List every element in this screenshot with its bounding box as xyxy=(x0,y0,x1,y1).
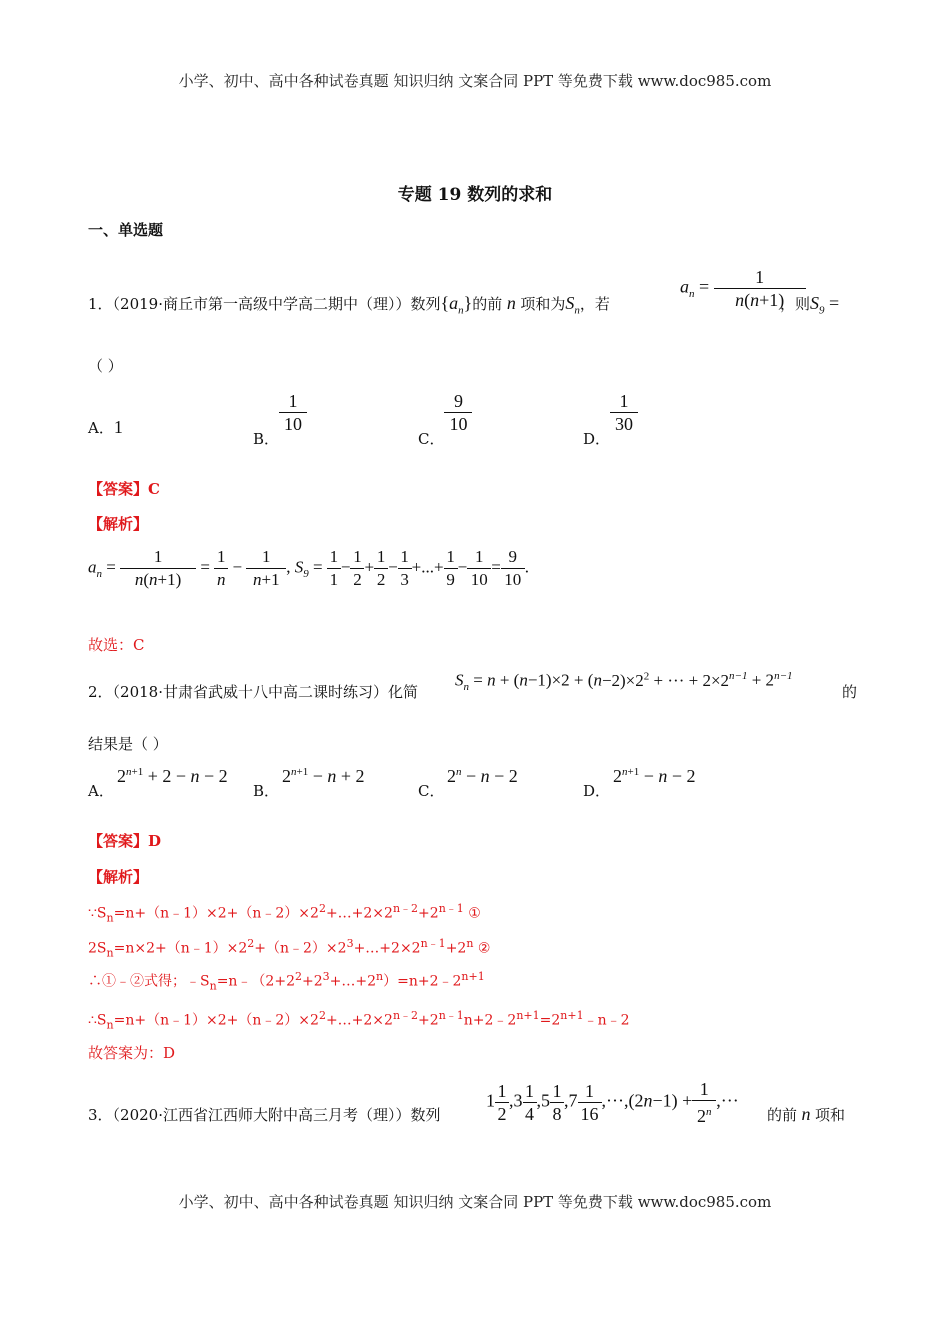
q3-text: 数列 xyxy=(410,1106,441,1124)
sol-text: ∴①﹣②式得；﹣S xyxy=(88,973,210,990)
q2-number: 2． xyxy=(88,683,113,701)
q1-conclusion: 故选：C xyxy=(88,636,145,654)
option-label: A． xyxy=(88,782,114,800)
q1-solution-formula: $a_n$ = $\frac{1}{n(n+1)}$ = $\frac{1}{n}$ − $\frac{1}{n+1}$ , $S_9$ = $\frac{1}{1}$ − $\frac{1}{2}$ + $\frac{1}{2}$ − $\frac{1}{3}$ +...+ $\frac{1}{9}$ − $\frac{1}{10}$ = $\frac{9}{10}$ . xyxy=(88,547,530,589)
q2-option-d xyxy=(583,780,610,801)
q1-number: 1． xyxy=(88,295,113,313)
sol-text: +2 xyxy=(418,905,439,922)
sol-text: 2S xyxy=(88,940,107,957)
q2-solution-line-3: ∴①﹣②式得；$﹣S_n=n﹣(2+2^2+2^3+\dots+2^n)=n+2﹣2^{n+1}$ xyxy=(88,970,485,993)
sol-text: +…+2×2 xyxy=(325,1012,393,1029)
q1-option-b xyxy=(253,390,307,448)
q2-option-a-expr: $2^{n+1} + 2 - n - 2$ xyxy=(117,766,228,786)
frac-num: 1 xyxy=(610,390,638,413)
sol-text: ∴S xyxy=(88,1012,107,1029)
sol-text: =n+（n﹣1）×2+（n﹣2）×2 xyxy=(113,1012,319,1029)
q3-source: （2020·江西省江西师大附中高三月考（理）） xyxy=(112,1106,411,1124)
q2-option-c-expr: $2^n - n - 2$ xyxy=(447,766,518,786)
q2-formula: $S_n = n + (n-1)\times 2 + (n-2)\times 2^2$ + ··· + $2\times 2^{n-1} + 2^{n-1}$ xyxy=(455,670,793,694)
frac-den: 30 xyxy=(615,414,634,434)
q1-stem xyxy=(88,293,610,317)
q1-text: ，则 xyxy=(780,295,811,313)
q1-var-sn: $S_n$ xyxy=(565,293,580,317)
sol-text: +…+2×2 xyxy=(325,905,393,922)
q2-answer: 【答案】D xyxy=(88,832,162,850)
sol-text: =n﹣（2+2 xyxy=(216,973,295,990)
sol-text: ② xyxy=(473,940,491,957)
q3-text: 项和 xyxy=(815,1106,846,1124)
q1-source: （2019·商丘市第一高级中学高二期中（理）） xyxy=(112,295,411,313)
option-label: D． xyxy=(583,429,611,448)
frac-den: 10 xyxy=(284,414,303,434)
q1-text: ，若 xyxy=(579,295,610,313)
option-label: C． xyxy=(418,429,445,448)
option-label: C． xyxy=(418,782,445,800)
sol-text: +…+2 xyxy=(329,973,376,990)
sol-text: =2 xyxy=(539,1012,561,1029)
sol-text: +2 xyxy=(418,1012,439,1029)
q2-option-a xyxy=(88,780,114,801)
q1-seq: $\{a_n\}$ xyxy=(440,293,473,317)
sol-text: +…+2×2 xyxy=(353,940,421,957)
option-label: B． xyxy=(253,782,280,800)
q2-source: （2018·甘肃省武威十八中高二课时练习） xyxy=(112,683,388,701)
sol-text: ① xyxy=(463,905,481,922)
q1-paren: （ ） xyxy=(88,357,123,375)
frac-den: 10 xyxy=(449,414,468,434)
sol-text: =n+（n﹣1）×2+（n﹣2）×2 xyxy=(113,905,319,922)
sol-text: +（n﹣2）×2 xyxy=(254,940,347,957)
q1-text: 的前 xyxy=(472,295,503,313)
q3-sequence: 1 $\frac{1}{2}$ ,3 $\frac{1}{4}$ ,5 $\frac{1}{8}$ ,7 $\frac{1}{16}$ ,···,(2n−1) + $\frac{1}{2^n}$ ,··· xyxy=(486,1079,739,1126)
q2-stem xyxy=(88,681,418,702)
q1-option-d xyxy=(583,390,638,448)
option-value: 1 xyxy=(113,417,123,437)
doc-title: 专题 19 数列的求和 xyxy=(397,185,553,205)
q3-number: 3． xyxy=(88,1106,113,1124)
q1-option-c xyxy=(418,390,472,448)
q3-text: 的前 xyxy=(767,1106,798,1124)
q2-option-d-expr: $2^{n+1} - n - 2$ xyxy=(613,766,696,786)
frac-num: 9 xyxy=(444,390,472,413)
q2-solution-line-1: $\because S_n=n+(n﹣1)\times 2+(n﹣2)\times 2^2+\dots+2\times 2^{n﹣2}+2^{n﹣1}$ ① xyxy=(88,902,481,925)
option-label: D． xyxy=(583,782,611,800)
q1-text: 项和为 xyxy=(520,295,566,313)
q2-text-de: 的 xyxy=(842,683,858,701)
sol-text: +2 xyxy=(445,940,467,957)
q2-solution-line-2: $2S_n=n\times 2+(n﹣1)\times 2^2+(n﹣2)\times 2^3+\dots+2\times 2^{n﹣1}+2^n$ ② xyxy=(88,937,491,960)
sol-text: ∵S xyxy=(88,905,107,922)
sol-text: +2 xyxy=(301,973,323,990)
q1-analysis-label: 【解析】 xyxy=(88,515,149,533)
sol-text: =n×2+（n﹣1）×2 xyxy=(113,940,248,957)
q1-var-n: n xyxy=(502,293,521,313)
q2-text-result: 结果是（ ） xyxy=(88,735,168,753)
page-footer: 小学、初中、高中各种试卷真题 知识归纳 文案合同 PPT 等免费下载 www.doc985.com xyxy=(178,1193,772,1211)
q1-option-a xyxy=(88,417,123,438)
q1-text: 数列 xyxy=(410,295,441,313)
q1-answer: 【答案】C xyxy=(88,480,160,498)
q2-conclusion: 故答案为：D xyxy=(88,1044,176,1062)
q2-text: 化简 xyxy=(388,683,419,701)
sol-text: ）=n+2﹣2 xyxy=(383,973,462,990)
sol-text: n+2﹣2 xyxy=(463,1012,517,1029)
q2-analysis-label: 【解析】 xyxy=(88,868,149,886)
q1-tail xyxy=(780,293,839,317)
page-header: 小学、初中、高中各种试卷真题 知识归纳 文案合同 PPT 等免费下载 www.doc985.com xyxy=(178,72,772,90)
q2-option-b xyxy=(253,780,279,801)
option-label: B． xyxy=(253,429,280,448)
q2-option-b-expr: $2^{n+1} - n + 2$ xyxy=(282,766,365,786)
sol-text: ﹣n﹣2 xyxy=(583,1012,630,1029)
q1-formula: $a_n$ = $\frac{1}{n(n+1)}$ xyxy=(680,266,806,311)
q1-s9: $S_9$ = xyxy=(810,293,840,317)
q3-var-n: n xyxy=(797,1104,816,1124)
q3-stem xyxy=(88,1104,441,1125)
section-heading: 一、单选题 xyxy=(88,221,164,239)
q2-solution-line-4: $\therefore S_n=n+(n﹣1)\times 2+(n﹣2)\times 2^2+\dots+2\times 2^{n﹣2}+2^{n﹣1}n+2﹣2^{n+1}=2^{n+1}﹣n﹣2$ xyxy=(88,1009,630,1032)
frac-num: 1 xyxy=(279,390,307,413)
option-label: A． xyxy=(88,419,114,437)
q3-tail xyxy=(767,1104,845,1125)
q2-option-c xyxy=(418,780,444,801)
